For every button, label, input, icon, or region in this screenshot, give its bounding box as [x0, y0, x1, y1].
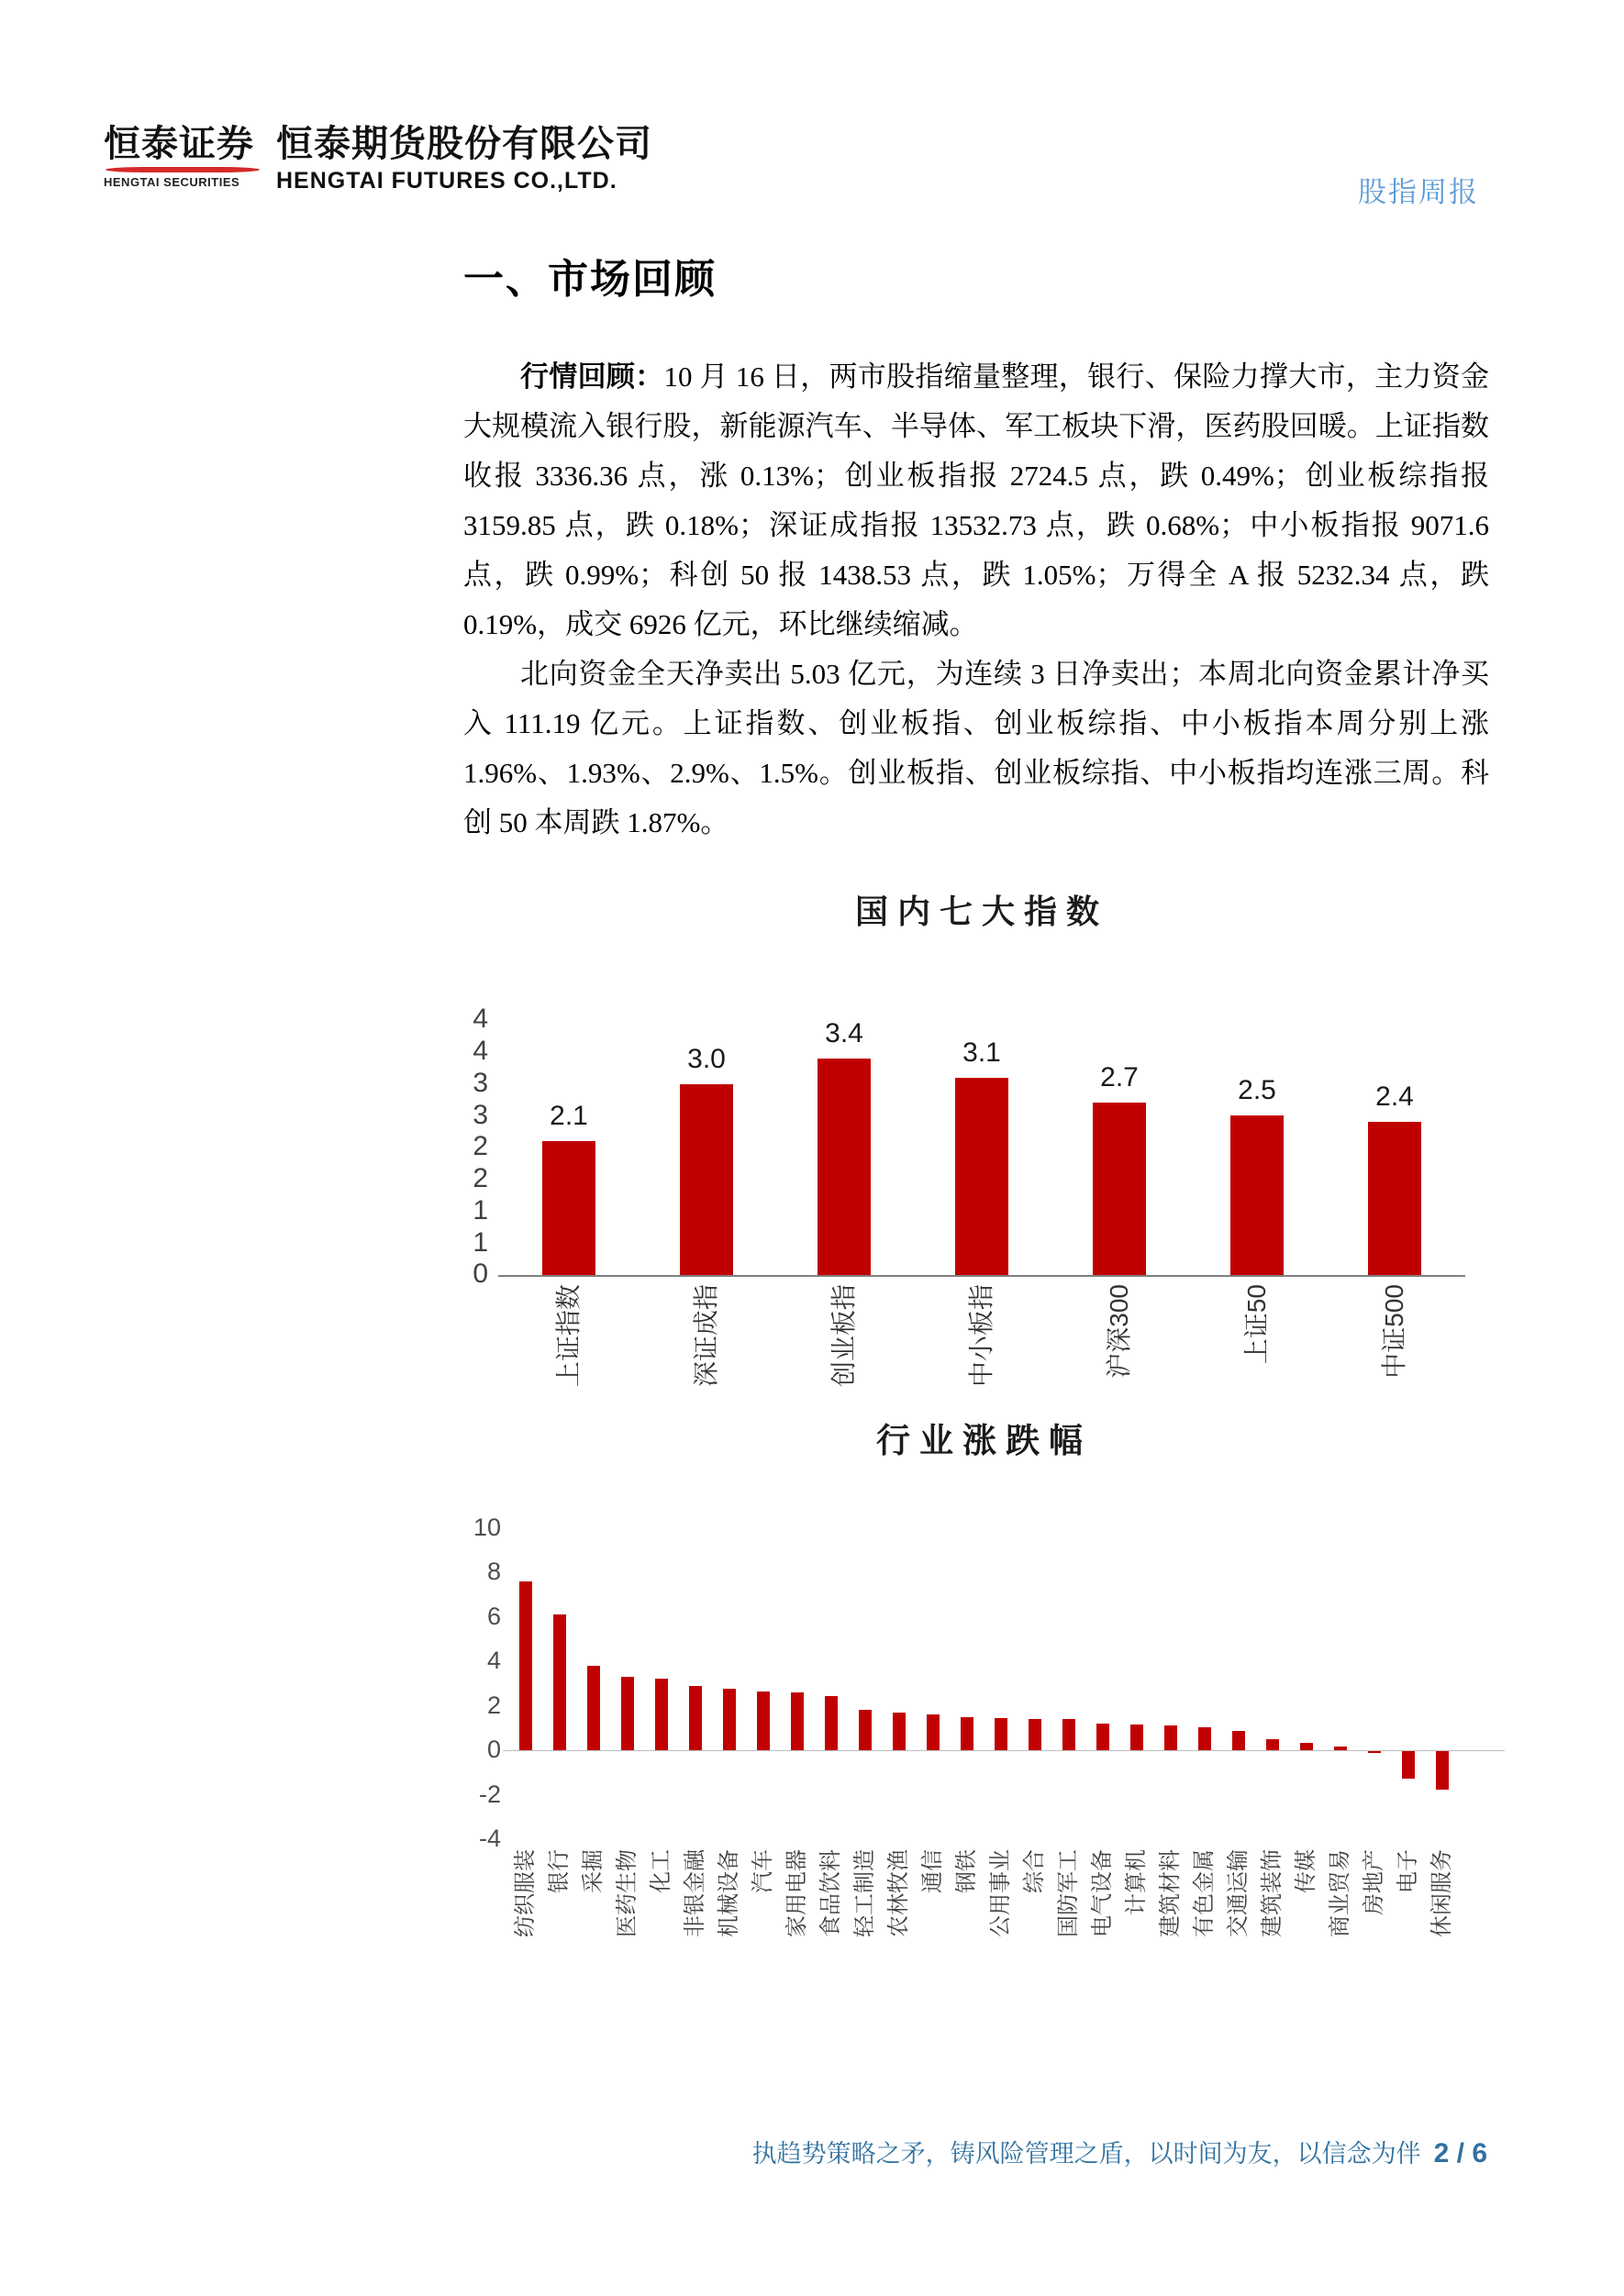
bar [893, 1713, 906, 1750]
bar [1164, 1725, 1177, 1750]
category-label: 汽车 [751, 1849, 776, 1893]
logo-securities-cn: 恒泰证券 [104, 124, 254, 164]
bar [791, 1692, 804, 1750]
category-label: 纺织服装 [513, 1849, 539, 1937]
y-tick-label: 4 [473, 1004, 488, 1035]
doc-type-label: 股指周报 [1358, 176, 1479, 208]
y-tick-label: 1 [473, 1194, 488, 1226]
category-label: 上证50 [1242, 1284, 1271, 1365]
category-label: 建筑装饰 [1259, 1849, 1285, 1937]
category-label: 传媒 [1293, 1849, 1318, 1893]
category-label: 交通运输 [1225, 1849, 1251, 1937]
x-axis-line [503, 1750, 1505, 1751]
category-label: 计算机 [1123, 1849, 1149, 1915]
category-label: 创业板指 [829, 1284, 858, 1388]
category-label: 有色金属 [1191, 1849, 1217, 1937]
category-label: 国防军工 [1055, 1849, 1081, 1937]
category-label: 上证指数 [554, 1284, 583, 1388]
category-label: 通信 [920, 1849, 946, 1893]
market-review-label: 行情回顾： [520, 360, 664, 393]
bar [689, 1686, 702, 1750]
category-label: 家用电器 [784, 1849, 810, 1937]
bar [1130, 1725, 1143, 1750]
category-label: 建筑材料 [1157, 1849, 1183, 1937]
category-label: 化工 [649, 1849, 674, 1893]
page-number: 2 / 6 [1433, 2138, 1487, 2168]
bar [961, 1717, 973, 1750]
y-tick-label: -4 [478, 1825, 501, 1853]
bar [995, 1718, 1007, 1750]
category-label: 医药生物 [615, 1849, 640, 1937]
bar [1266, 1739, 1279, 1750]
bar [1198, 1727, 1211, 1750]
category-label: 非银金融 [683, 1849, 708, 1937]
y-tick-label: 8 [486, 1558, 501, 1586]
logo-securities-en: HENGTAI SECURITIES [104, 175, 240, 189]
bar-data-label: 3.0 [687, 1043, 726, 1074]
bar [723, 1689, 736, 1750]
bar-data-label: 2.5 [1238, 1075, 1276, 1106]
category-label: 电子 [1395, 1849, 1420, 1893]
logo-futures-cn: 恒泰期货股份有限公司 [276, 124, 652, 164]
y-tick-label: 2 [486, 1691, 501, 1719]
bar [519, 1581, 532, 1750]
bar [587, 1666, 600, 1750]
paragraph-northbound-funds: 北向资金全天净卖出 5.03 亿元，为连续 3 日净卖出；本周北向资金累计净买入 111.19 亿元。上证指数、创业板指、创业板综指、中小板指本周分别上涨 1.96%、1.93%、2.9%、1.5%。创业板指、创业板综指、中小板指均连涨三周。科创 50 本周跌 1.87%。 [463, 658, 1489, 838]
category-label: 中证500 [1380, 1284, 1408, 1379]
bar [757, 1691, 770, 1750]
y-tick-label: 0 [473, 1259, 488, 1290]
category-label: 中小板指 [967, 1284, 996, 1388]
bar [1368, 1751, 1381, 1753]
y-tick-label: -2 [478, 1780, 501, 1808]
y-tick-label: 3 [473, 1099, 488, 1130]
bar [825, 1696, 838, 1750]
category-label: 银行 [547, 1849, 573, 1893]
bar [1096, 1724, 1109, 1750]
y-tick-label: 4 [473, 1036, 488, 1067]
bar [1062, 1719, 1075, 1750]
y-tick-label: 1 [473, 1226, 488, 1258]
section-title: 一、市场回顾 [463, 257, 717, 302]
y-tick-label: 10 [473, 1513, 501, 1541]
bar [1436, 1751, 1449, 1790]
bar-data-label: 3.1 [962, 1037, 1001, 1068]
category-label: 机械设备 [717, 1849, 742, 1937]
chart-title: 国内七大指数 [854, 893, 1108, 930]
category-label: 采掘 [581, 1849, 606, 1893]
bar [1334, 1747, 1347, 1750]
bar [621, 1677, 634, 1750]
category-label: 钢铁 [954, 1849, 980, 1893]
y-tick-label: 0 [486, 1736, 501, 1764]
category-label: 食品饮料 [818, 1849, 844, 1937]
page-footer [463, 2134, 1487, 2169]
category-label: 轻工制造 [852, 1849, 878, 1937]
bar [1402, 1751, 1415, 1779]
category-label: 公用事业 [987, 1849, 1013, 1937]
footer-slogan: 执趋势策略之矛，铸风险管理之盾，以时间为友，以信念为伴 [751, 2140, 1421, 2168]
bar [1029, 1719, 1041, 1750]
category-label: 房地产 [1361, 1849, 1386, 1915]
category-label: 商业贸易 [1327, 1849, 1352, 1937]
category-label: 电气设备 [1089, 1849, 1115, 1937]
bar [1232, 1731, 1245, 1750]
bar-data-label: 2.1 [550, 1101, 588, 1132]
y-tick-label: 2 [473, 1131, 488, 1162]
category-label: 综合 [1021, 1849, 1047, 1893]
market-review-text: 10 月 16 日，两市股指缩量整理，银行、保险力撑大市，主力资金大规模流入银行股，新能源汽车、半导体、军工板块下滑，医药股回暖。上证指数收报 3336.36 点，涨 0.13%；创业板指报 2724.5 点，跌 0.49%；创业板综指报 3159.85 点，跌 0.18%；深证成指报 13532.73 点，跌 0.68%；中小板指报 9071.6 点，跌 0.99%；科创 50 报 1438.53 点，跌 1.05%；万得全 A 报 5232.34 点，跌 0.19%，成交 6926 亿元，环比继续缩减。 [463, 360, 1490, 640]
y-tick-label: 2 [473, 1163, 488, 1194]
y-tick-label: 6 [486, 1602, 501, 1630]
y-tick-label: 4 [486, 1647, 501, 1675]
bar-data-label: 3.4 [825, 1017, 863, 1048]
bar [655, 1679, 668, 1750]
y-tick-label: 3 [473, 1067, 488, 1098]
logo-futures-en: HENGTAI FUTURES CO.,LTD. [276, 168, 617, 194]
category-label: 沪深300 [1105, 1284, 1133, 1379]
bar-data-label: 2.7 [1100, 1062, 1139, 1093]
bar [553, 1614, 566, 1750]
bar [859, 1710, 872, 1750]
category-label: 农林牧渔 [886, 1849, 912, 1937]
bar [1300, 1743, 1313, 1750]
bar [927, 1714, 940, 1750]
chart-title: 行业涨跌幅 [876, 1422, 1092, 1459]
bar-data-label: 2.4 [1375, 1081, 1414, 1113]
category-label: 休闲服务 [1429, 1849, 1454, 1937]
category-label: 深证成指 [692, 1284, 720, 1388]
